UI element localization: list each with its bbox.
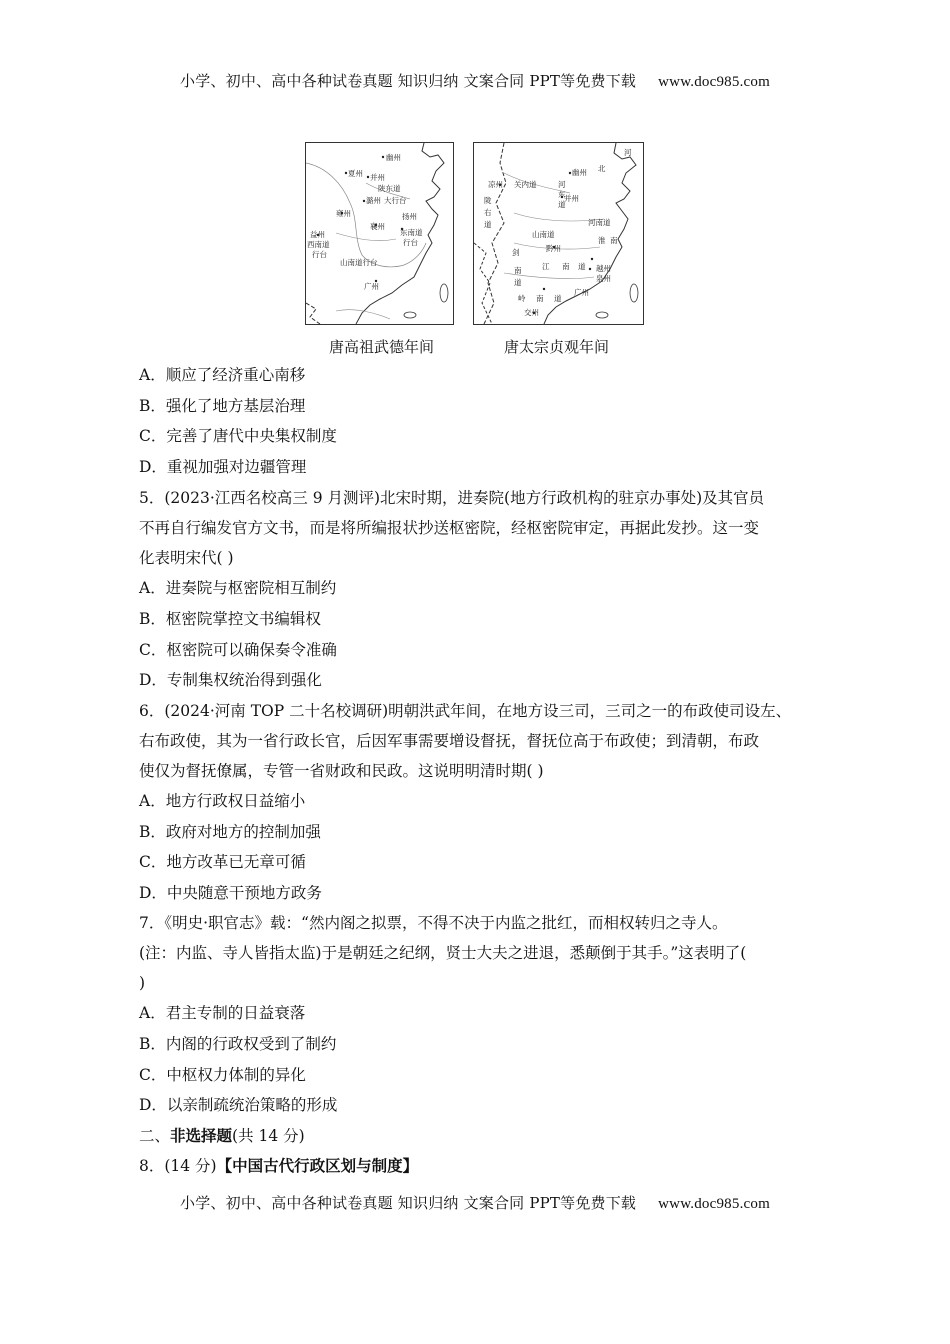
page-footer [0, 1192, 950, 1213]
header-url[interactable]: www.doc985.com [658, 74, 770, 90]
q4-option-d: D．重视加强对边疆管理 [139, 458, 307, 476]
map-left-label: 行台 [312, 250, 327, 259]
map-left-label: 西南道 [307, 240, 330, 249]
map-left-label: 行台 [403, 238, 418, 247]
q7-option-d: D．以亲制疏统治策略的形成 [139, 1096, 338, 1114]
q8-heading [139, 1156, 418, 1176]
map-right-label: 黔州 [546, 244, 561, 253]
q4-option-a: A．顺应了经济重心南移 [139, 366, 306, 384]
map-right-label: 南 [610, 236, 618, 245]
map-right-label: 右 [484, 208, 492, 217]
map-left-label: 并州 [370, 173, 385, 182]
map-right-label: 并州 [564, 194, 579, 203]
map-right-label: 剑 [512, 248, 520, 257]
map-left-label: 幽州 [386, 153, 401, 162]
map-left-label: 山南道行台 [340, 258, 378, 267]
q8-title: 【中国古代行政区划与制度】 [216, 1157, 419, 1175]
map-right-label: 岭 [518, 294, 526, 303]
map-left-label: 广州 [364, 282, 379, 291]
q6-stem-line: 右布政使，其为一省行政长官，后因军事需要增设督抚，督抚位高于布政使；到清朝，布政 [139, 732, 760, 750]
q6-option-a: A．地方行政权日益缩小 [139, 792, 306, 810]
q6-option-c: C．地方改革已无章可循 [139, 853, 306, 871]
q5-option-a: A．进奏院与枢密院相互制约 [139, 579, 337, 597]
q6-stem-line: 使仅为督抚僚属，专管一省财政和民政。这说明明清时期( ) [139, 762, 544, 780]
q6-option-d: D．中央随意干预地方政务 [139, 884, 322, 902]
map-wude [305, 142, 454, 325]
map-right-label: 河 [558, 180, 566, 189]
q7-stem-line: 7．《明史·职官志》载：“然内阁之拟票，不得不决于内监之批红，而相权转归之寺人。 [139, 914, 728, 932]
q7-option-c: C．中枢权力体制的异化 [139, 1066, 306, 1084]
map-right-label: 道 [558, 200, 566, 209]
map-right-label: 河南道 [588, 218, 611, 227]
q5-stem-line: 不再自行编发官方文书，而是将所编报状抄送枢密院，经枢密院审定，再据此发抄。这一变 [139, 519, 760, 537]
map-right-label: 江 [542, 262, 550, 271]
map-right-label: 关内道 [514, 180, 537, 189]
map-right-label: 泉州 [596, 274, 611, 283]
map-left-label: 雍州 [336, 209, 351, 218]
map-caption-left: 唐高祖武德年间 [329, 338, 435, 356]
map-zhenguan [473, 142, 644, 325]
map-left-label: 陕东道 [378, 184, 401, 193]
q7-option-b: B．内阁的行政权受到了制约 [139, 1035, 337, 1053]
section-title: 非选择题 [170, 1127, 233, 1145]
map-left-label: 东南道 [400, 228, 423, 237]
section-suffix: (共 14 分) [232, 1127, 305, 1145]
map-caption-right: 唐太宗贞观年间 [504, 338, 610, 356]
map-right-label: 道 [484, 220, 492, 229]
q4-option-c: C．完善了唐代中央集权制度 [139, 427, 337, 445]
map-right-label: 山南道 [532, 230, 555, 239]
map-right-label: 交州 [524, 308, 539, 317]
q5-stem-line: 5．(2023·江西名校高三 9 月测评)北宋时期，进奏院(地方行政机构的驻京办事处)及其官员 [139, 489, 765, 507]
q7-stem-line: (注：内监、寺人皆指太监)于是朝廷之纪纲，贤士大夫之进退，悉颠倒于其手。”这表明了( [139, 944, 747, 962]
section-prefix: 二、 [139, 1127, 171, 1145]
map-right-label: 越州 [596, 264, 611, 273]
map-right-label: 北 [598, 164, 606, 173]
map-right-label: 河 [624, 148, 632, 157]
q5-stem-line: 化表明宋代( ) [139, 549, 234, 567]
map-right-label: 广州 [574, 288, 589, 297]
q5-option-d: D．专制集权统治得到强化 [139, 671, 322, 689]
map-left-label: 襄州 [370, 222, 385, 231]
map-right-label: 道 [514, 278, 522, 287]
map-right-label: 幽州 [572, 168, 587, 177]
map-right-label: 道 [578, 262, 586, 271]
map-right-label: 陇 [484, 196, 492, 205]
page-header [0, 70, 950, 91]
q7-stem-line: ) [139, 974, 146, 992]
map-left-label: 益州 [310, 230, 325, 239]
map-right-label: 道 [554, 294, 562, 303]
map-left-label: 大行台 [384, 196, 407, 205]
map-left-label: 夏州 [348, 169, 363, 178]
map-right-label: 南 [562, 262, 570, 271]
q6-option-b: B．政府对地方的控制加强 [139, 823, 321, 841]
footer-text: 小学、初中、高中各种试卷真题 知识归纳 文案合同 PPT等免费下载 [180, 1194, 637, 1212]
q6-stem-line: 6．(2024·河南 TOP 二十名校调研)明朝洪武年间，在地方设三司，三司之一的布政使司设左、 [139, 702, 792, 720]
q5-option-c: C．枢密院可以确保奏令准确 [139, 641, 337, 659]
section-heading [139, 1126, 305, 1146]
map-right-label: 南 [514, 266, 522, 275]
q8-prefix: 8．(14 分) [139, 1157, 217, 1175]
map-right-label: 凉州 [488, 180, 503, 189]
header-text: 小学、初中、高中各种试卷真题 知识归纳 文案合同 PPT等免费下载 [180, 72, 637, 90]
map-right-label: 淮 [598, 236, 606, 245]
q4-option-b: B．强化了地方基层治理 [139, 397, 306, 415]
q7-option-a: A．君主专制的日益衰落 [139, 1004, 306, 1022]
footer-url[interactable]: www.doc985.com [658, 1196, 770, 1212]
map-right-label: 南 [536, 294, 544, 303]
map-right-label: 东 [558, 190, 566, 199]
q5-option-b: B．枢密院掌控文书编辑权 [139, 610, 321, 628]
map-left-label: 扬州 [402, 212, 417, 221]
map-left-label: 潞州 [366, 196, 381, 205]
